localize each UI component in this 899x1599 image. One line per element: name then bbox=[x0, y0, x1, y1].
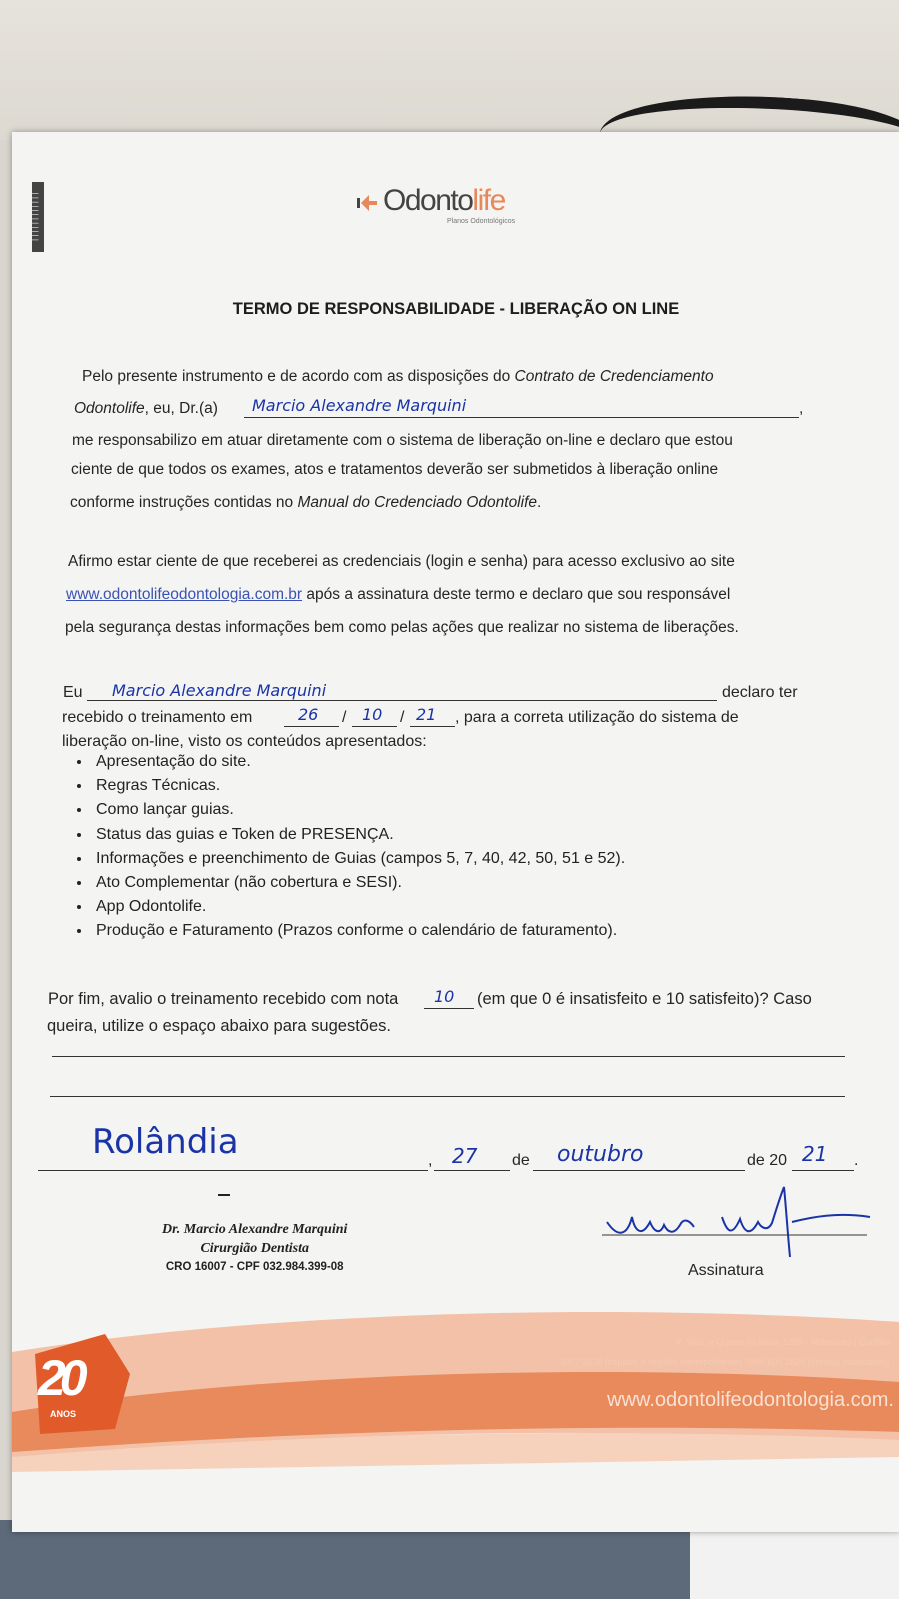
stamp-cro: CRO 16007 - CPF 032.984.399-08 bbox=[165, 1261, 344, 1273]
p2-line-2: www.odontolifeodontologia.com.br após a assinatura deste termo e declaro que sou responsável bbox=[66, 586, 731, 603]
city-field-line bbox=[38, 1170, 428, 1171]
anniversary-label: ANOS bbox=[50, 1409, 77, 1419]
date-sep-1: / bbox=[342, 709, 347, 726]
list-item: • Produção e Faturamento (Prazos conforme o calendário de faturamento). bbox=[92, 919, 625, 943]
date-period: . bbox=[854, 1152, 859, 1169]
list-item: • App Odontolife. bbox=[92, 895, 625, 919]
date-year-line bbox=[792, 1170, 854, 1171]
side-barcode: |||||||||||| bbox=[32, 182, 44, 252]
list-item: • Regras Técnicas. bbox=[92, 774, 625, 798]
anniversary-number: 20 bbox=[38, 1350, 82, 1406]
signature-label: Assinatura bbox=[688, 1262, 764, 1279]
doctor-stamp bbox=[162, 1220, 347, 1277]
handwritten-city: Rolândia bbox=[92, 1122, 239, 1162]
handwritten-date-year: 21 bbox=[802, 1142, 828, 1166]
p2-line-3: pela segurança destas informações bem como pelas ações que realizar no sistema de liberações. bbox=[65, 619, 739, 636]
day-field-line bbox=[284, 726, 339, 727]
signature-drawing bbox=[602, 1177, 872, 1267]
date-de-2: de 20 bbox=[747, 1152, 788, 1169]
p1-line-2: Odontolife, eu, Dr.(a) bbox=[74, 400, 218, 417]
odontolife-logo bbox=[357, 184, 557, 234]
p1-comma: , bbox=[799, 400, 804, 417]
p3-tail: , para a correta utilização do sistema de bbox=[455, 709, 739, 726]
p2-line-1: Afirmo estar ciente de que receberei as credenciais (login e senha) para acesso exclusivo ao site bbox=[68, 553, 735, 570]
date-de-1: de bbox=[512, 1152, 530, 1169]
p1-line-5: conforme instruções contidas no Manual do Credenciado Odontolife. bbox=[70, 494, 542, 511]
p1-line-4: ciente de que todos os exames, atos e tratamentos deverão ser submetidos à liberação online bbox=[71, 461, 719, 478]
handwritten-rating: 10 bbox=[434, 987, 455, 1006]
handwritten-year: 21 bbox=[416, 705, 437, 724]
footer-phones: 4007 2828 (capitais e regiões metropolitanas) 0800 600 2828 (demais localidades) bbox=[559, 1357, 890, 1367]
name-field-line-2 bbox=[87, 700, 717, 701]
p4-line-2: queira, utilize o espaço abaixo para sugestões. bbox=[47, 1017, 391, 1035]
year-field-line bbox=[410, 726, 455, 727]
rating-field-line bbox=[424, 1008, 474, 1009]
stamp-role: Cirurgião Dentista bbox=[200, 1241, 309, 1256]
p4-line-1b: (em que 0 é insatisfeito e 10 satisfeito)? Caso bbox=[477, 990, 812, 1008]
list-item: • Status das guias e Token de PRESENÇA. bbox=[92, 823, 625, 847]
handwritten-month: 10 bbox=[362, 705, 383, 724]
name-field-line-1 bbox=[244, 417, 799, 418]
anniversary-badge bbox=[30, 1334, 110, 1434]
handwritten-name-1: Marcio Alexandre Marquini bbox=[252, 396, 467, 415]
document-title: TERMO DE RESPONSABILIDADE - LIBERAÇÃO ON LINE bbox=[232, 300, 680, 318]
date-day-line bbox=[434, 1170, 510, 1171]
handwritten-date-day: 27 bbox=[452, 1144, 478, 1168]
topics-list bbox=[70, 750, 625, 944]
stamp-name: Dr. Marcio Alexandre Marquini bbox=[162, 1222, 348, 1237]
list-item: • Informações e preenchimento de Guias (campos 5, 7, 40, 42, 50, 51 e 52). bbox=[92, 847, 625, 871]
p3-recebido: recebido o treinamento em bbox=[62, 709, 253, 726]
list-item: • Ato Complementar (não cobertura e SESI). bbox=[92, 871, 625, 895]
handwritten-name-2: Marcio Alexandre Marquini bbox=[112, 681, 327, 700]
date-comma: , bbox=[428, 1152, 433, 1169]
month-field-line bbox=[352, 726, 397, 727]
handwritten-day: 26 bbox=[298, 705, 319, 724]
date-month-line bbox=[533, 1170, 745, 1171]
p3-eu: Eu bbox=[63, 684, 83, 701]
suggestion-line-2 bbox=[50, 1096, 845, 1097]
suggestion-line-1 bbox=[52, 1056, 845, 1057]
date-sep-2: / bbox=[400, 709, 405, 726]
p1-line-1: Pelo presente instrumento e de acordo com as disposições do Contrato de Credenciamento bbox=[82, 368, 714, 385]
p3-line-3: liberação on-line, visto os conteúdos apresentados: bbox=[62, 733, 427, 750]
stamp-dash bbox=[218, 1194, 230, 1196]
p4-line-1a: Por fim, avalio o treinamento recebido com nota bbox=[48, 990, 399, 1008]
list-item: • Apresentação do site. bbox=[92, 750, 625, 774]
list-item: • Como lançar guias. bbox=[92, 798, 625, 822]
p3-declaro: declaro ter bbox=[722, 684, 798, 701]
footer-address: R. Visc. e Quarto de Maio, 1365 - Rebouças | Curitiba bbox=[675, 1337, 890, 1347]
logo-wordmark: Odontolife bbox=[383, 184, 505, 217]
site-link[interactable]: www.odontolifeodontologia.com.br bbox=[66, 586, 303, 603]
footer-url: www.odontolifeodontologia.com. bbox=[607, 1389, 894, 1411]
logo-mark-icon bbox=[357, 192, 379, 214]
p1-line-3: me responsabilizo em atuar diretamente com o sistema de liberação on-line e declaro que estou bbox=[72, 432, 733, 449]
document-page bbox=[12, 132, 899, 1532]
logo-tagline: Planos Odontológicos bbox=[447, 218, 516, 225]
handwritten-date-month: outubro bbox=[557, 1142, 644, 1167]
